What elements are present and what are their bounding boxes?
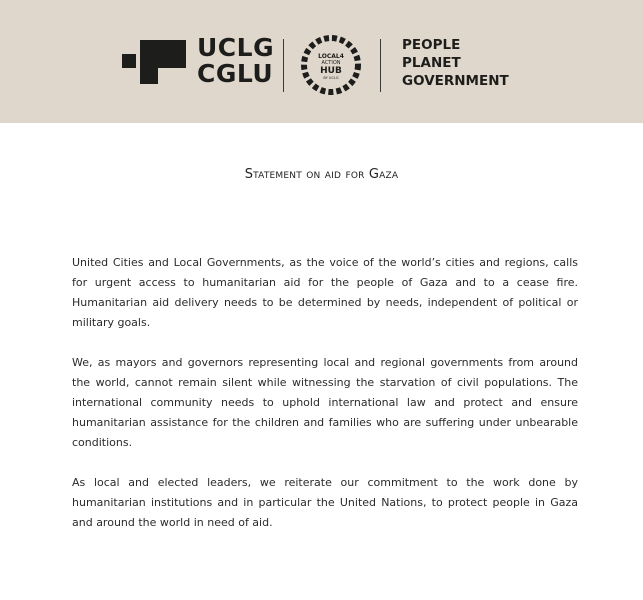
uclg-wordmark-line2: CGLU bbox=[197, 59, 274, 88]
document-title: Statement on aid for Gaza bbox=[244, 167, 399, 182]
tagline-line: PEOPLE bbox=[402, 37, 461, 53]
tagline-line: PLANET bbox=[402, 55, 461, 71]
hub-badge-line4: BY UCLG bbox=[323, 76, 339, 80]
document-body bbox=[72, 253, 578, 553]
body-paragraph: United Cities and Local Governments, as the voice of the world’s cities and regions, calls for urgent access to humanitarian aid for the people of Gaza and to a cease fire. Humanitarian aid delivery needs to be determined by needs, independent of political or military goals. bbox=[72, 256, 578, 329]
header-divider bbox=[380, 39, 381, 92]
header-banner bbox=[0, 0, 643, 123]
uclg-logo-mark-icon bbox=[122, 40, 186, 84]
body-paragraph: We, as mayors and governors representing local and regional governments from around the world, cannot remain silent while witnessing the starvation of civil populations. The international community needs to uphold international law and protect and ensure humanitarian assistance for the children and families who are suffering under unbearable conditions. bbox=[72, 356, 578, 449]
hub-badge-line1: LOCAL4 bbox=[318, 53, 344, 60]
body-paragraph: As local and elected leaders, we reiterate our commitment to the work done by humanitarian institutions and in particular the United Nations, to protect people in Gaza and around the world in need of aid. bbox=[72, 476, 578, 529]
uclg-wordmark bbox=[197, 35, 274, 87]
tagline bbox=[402, 36, 509, 90]
hub-badge-line3: HUB bbox=[320, 66, 342, 76]
uclg-wordmark-line1: UCLG bbox=[197, 33, 275, 62]
tagline-line: GOVERNMENT bbox=[402, 73, 509, 89]
local4action-hub-logo-icon bbox=[300, 34, 362, 96]
header-divider bbox=[283, 39, 284, 92]
hub-badge-line2: ACTION bbox=[321, 60, 341, 66]
